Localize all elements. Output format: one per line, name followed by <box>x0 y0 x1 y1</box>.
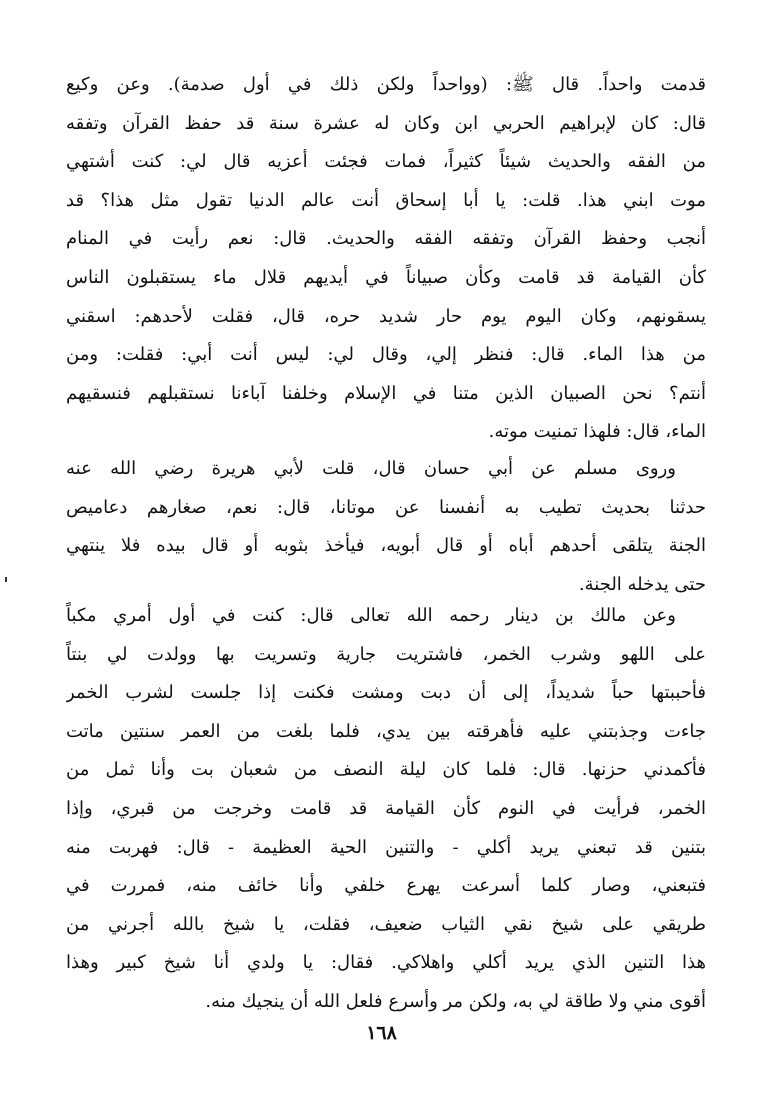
text-line: وروى مسلم عن أبي حسان قال، قلت لأبي هريرة رضي الله عنه <box>66 458 676 479</box>
text-line: الخمر، فرأيت في النوم كأن القيامة قد قامت وخرجت من قبري، وإذا <box>66 797 706 819</box>
paragraph-ibrahim-harbi <box>66 66 706 452</box>
text-line: بتنين قد تبعني يريد أكلي - والتنين الحية العظيمة - قال: فهربت منه <box>66 836 706 858</box>
text-line: فأكمدني حزنها. قال: فلما كان ليلة النصف من شعبان بت وأنا ثمل من <box>66 759 706 781</box>
margin-mark <box>5 577 7 582</box>
text-line: أنجب وحفظ القرآن وتفقه الفقه والحديث. قال: نعم رأيت في المنام <box>66 228 706 250</box>
text-line: حتى يدخله الجنة. <box>578 573 706 595</box>
text-line: قدمت واحداً. قال ﷺ: (وواحداً ولكن ذلك في أول صدمة). وعن وكيع <box>66 74 706 95</box>
paragraph-malik-ibn-dinar <box>66 597 706 1022</box>
paragraph-abu-hassan <box>66 450 706 604</box>
text-line: فأحببتها حباً شديداً، إلى أن دبت ومشت فكنت إذا جلست لشرب الخمر <box>66 682 706 704</box>
text-line: كأن القيامة قد قامت وكأن صبياناً في أيديهم قلال ماء يستقبلون الناس <box>66 266 706 288</box>
text-line: طريقي على شيخ نقي الثياب ضعيف، فقلت، يا شيخ بالله أجرني من <box>66 913 706 935</box>
text-line: الماء، قال: فلهذا تمنيت موته. <box>488 421 706 443</box>
text-line: حدثنا بحديث تطيب به أنفسنا عن موتانا، قال: نعم، صغارهم دعاميص <box>66 496 706 518</box>
text-line: فتبعني، وصار كلما أسرعت يهرع خلفي وأنا خائف منه، فمررت في <box>66 875 706 897</box>
text-line: الجنة يتلقى أحدهم أباه أو قال أبويه، فيأخذ بثوبه أو قال بيده فلا ينتهي <box>66 535 706 557</box>
text-line: من الفقه والحديث شيئاً كثيراً، فمات فجئت أعزيه قال لي: كنت أشتهي <box>66 151 706 173</box>
text-line: على اللهو وشرب الخمر، فاشتريت جارية وتسريت بها وولدت لي بنتاً <box>66 643 706 665</box>
text-line: أقوى مني ولا طاقة لي به، ولكن مر وأسرع فلعل الله أن ينجيك منه. <box>205 990 706 1012</box>
text-line: من هذا الماء. قال: فنظر إلي، وقال لي: ليس أنت أبي: فقلت: ومن <box>66 344 706 366</box>
text-line: قال: كان لإبراهيم الحربي ابن وكان له عشرة سنة قد حفظ القرآن وتفقه <box>66 112 706 134</box>
text-line: وعن مالك بن دينار رحمه الله تعالى قال: كنت في أول أمري مكباً <box>66 605 676 626</box>
text-line: يسقونهم، وكان اليوم يوم حار شديد حره، قال، فقلت لأحدهم: اسقني <box>66 305 706 327</box>
text-line: موت ابني هذا. قلت: يا أبا إسحاق أنت عالم الدنيا تقول مثل هذا؟ قد <box>66 189 706 211</box>
text-line: هذا التنين الذي يريد أكلي واهلاكي. فقال: يا ولدي أنا شيخ كبير وهذا <box>66 952 706 974</box>
page-number: ١٦٨ <box>366 1022 397 1044</box>
text-line: جاءت وجذبتني عليه فأهرقته بين يدي، فلما بلغت من العمر سنتين ماتت <box>66 720 706 742</box>
text-line: أنتم؟ نحن الصبيان الذين متنا في الإسلام وخلفنا آباءنا نستقبلهم فنسقيهم <box>66 382 706 404</box>
